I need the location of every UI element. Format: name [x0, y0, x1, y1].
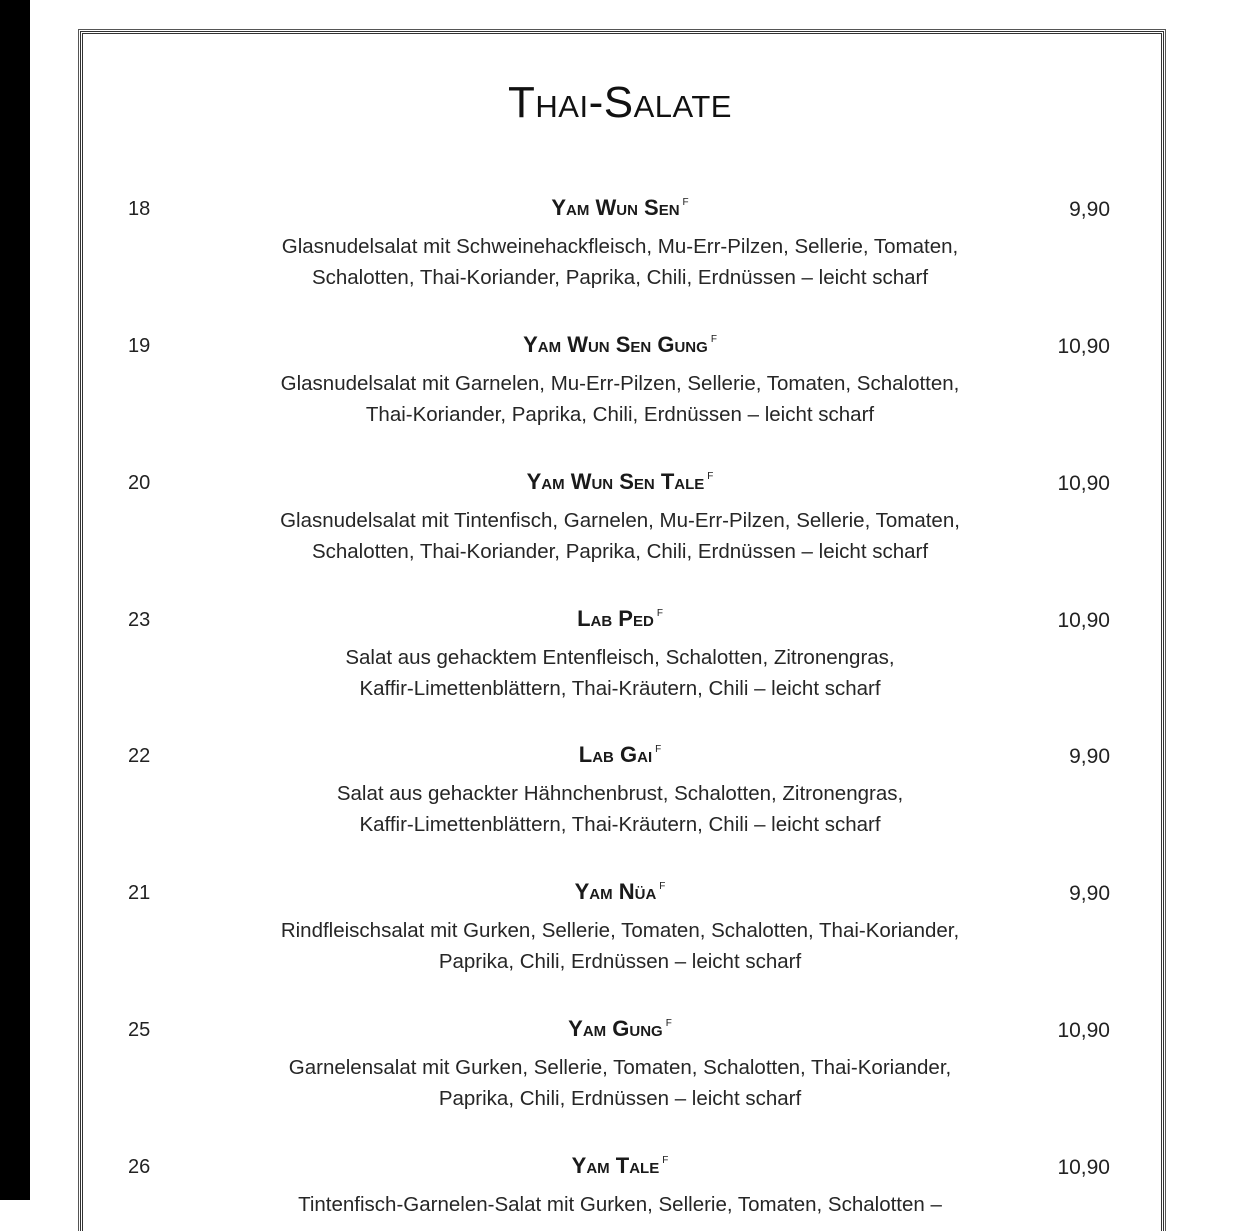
item-description [0, 368, 1240, 430]
item-description [0, 1189, 1240, 1220]
item-number: 19 [128, 335, 151, 357]
item-price: 10,90 [1057, 1156, 1110, 1179]
item-price: 10,90 [1057, 609, 1110, 632]
menu-item [0, 469, 1200, 582]
item-price: 10,90 [1057, 335, 1110, 358]
item-description [0, 505, 1240, 567]
item-name-text: Yam Gung [568, 1016, 663, 1041]
description-line: Rindfleischsalat mit Gurken, Sellerie, Tomaten, Schalotten, Thai-Koriander, [280, 919, 960, 942]
allergen-mark: F [656, 608, 663, 619]
item-description [0, 915, 1240, 977]
description-line: Schalotten, Thai-Koriander, Paprika, Chili, Erdnüssen – leicht scharf [311, 540, 929, 563]
menu-item [0, 879, 1200, 992]
item-number: 26 [128, 1156, 151, 1178]
item-number: 25 [128, 1019, 151, 1041]
description-line: Thai-Koriander, Paprika, Chili, Erdnüssen – leicht scharf [365, 403, 875, 426]
item-description [0, 778, 1240, 840]
item-name-text: Lab Gai [578, 742, 653, 767]
description-line: Kaffir-Limettenblättern, Thai-Kräutern, Chili – leicht scharf [359, 813, 881, 836]
description-line: Salat aus gehackter Hähnchenbrust, Schalotten, Zitronengras, [336, 782, 904, 805]
item-price: 9,90 [1069, 882, 1110, 905]
description-line: Glasnudelsalat mit Tintenfisch, Garnelen, Mu-Err-Pilzen, Sellerie, Tomaten, [280, 509, 960, 532]
menu-item [0, 606, 1200, 719]
item-description [0, 1052, 1240, 1114]
menu-item [0, 742, 1200, 855]
description-line: Paprika, Chili, Erdnüssen – leicht scharf [438, 1087, 802, 1110]
menu-item [0, 1016, 1200, 1129]
item-description [0, 642, 1240, 704]
description-line: Glasnudelsalat mit Schweinehackfleisch, Mu-Err-Pilzen, Sellerie, Tomaten, [281, 235, 959, 258]
allergen-mark: F [682, 197, 689, 208]
page-title: Thai-Salate [508, 78, 732, 127]
allergen-mark: F [710, 334, 717, 345]
description-line: Schalotten, Thai-Koriander, Paprika, Chili, Erdnüssen – leicht scharf [311, 266, 929, 289]
description-line: Salat aus gehacktem Entenfleisch, Schalotten, Zitronengras, [345, 646, 895, 669]
description-line: Tintenfisch-Garnelen-Salat mit Gurken, Sellerie, Tomaten, Schalotten – [298, 1193, 942, 1216]
item-price: 10,90 [1057, 1019, 1110, 1042]
item-number: 20 [128, 472, 151, 494]
description-line: Garnelensalat mit Gurken, Sellerie, Tomaten, Schalotten, Thai-Koriander, [288, 1056, 952, 1079]
description-line: Paprika, Chili, Erdnüssen – leicht scharf [438, 950, 802, 973]
item-number: 23 [128, 609, 151, 631]
item-name-text: Lab Ped [577, 606, 654, 631]
menu-item [0, 1153, 1200, 1216]
allergen-mark: F [655, 744, 662, 755]
item-number: 22 [128, 745, 151, 767]
allergen-mark: F [665, 1018, 672, 1029]
item-name-text: Yam Wun Sen Gung [523, 332, 708, 357]
item-name-text: Yam Nüa [574, 879, 657, 904]
item-price: 9,90 [1069, 745, 1110, 768]
description-line: Glasnudelsalat mit Garnelen, Mu-Err-Pilzen, Sellerie, Tomaten, Schalotten, [280, 372, 960, 395]
item-number: 18 [128, 198, 151, 220]
menu-item [0, 195, 1200, 308]
item-name-text: Yam Wun Sen [551, 195, 680, 220]
item-name-text: Yam Tale [571, 1153, 660, 1178]
description-line: Kaffir-Limettenblättern, Thai-Kräutern, Chili – leicht scharf [359, 677, 881, 700]
item-name-text: Yam Wun Sen Tale [526, 469, 705, 494]
allergen-mark: F [659, 881, 666, 892]
item-description [0, 231, 1240, 293]
item-price: 9,90 [1069, 198, 1110, 221]
menu-item [0, 332, 1200, 445]
item-price: 10,90 [1057, 472, 1110, 495]
allergen-mark: F [707, 471, 714, 482]
item-number: 21 [128, 882, 151, 904]
allergen-mark: F [662, 1155, 669, 1166]
